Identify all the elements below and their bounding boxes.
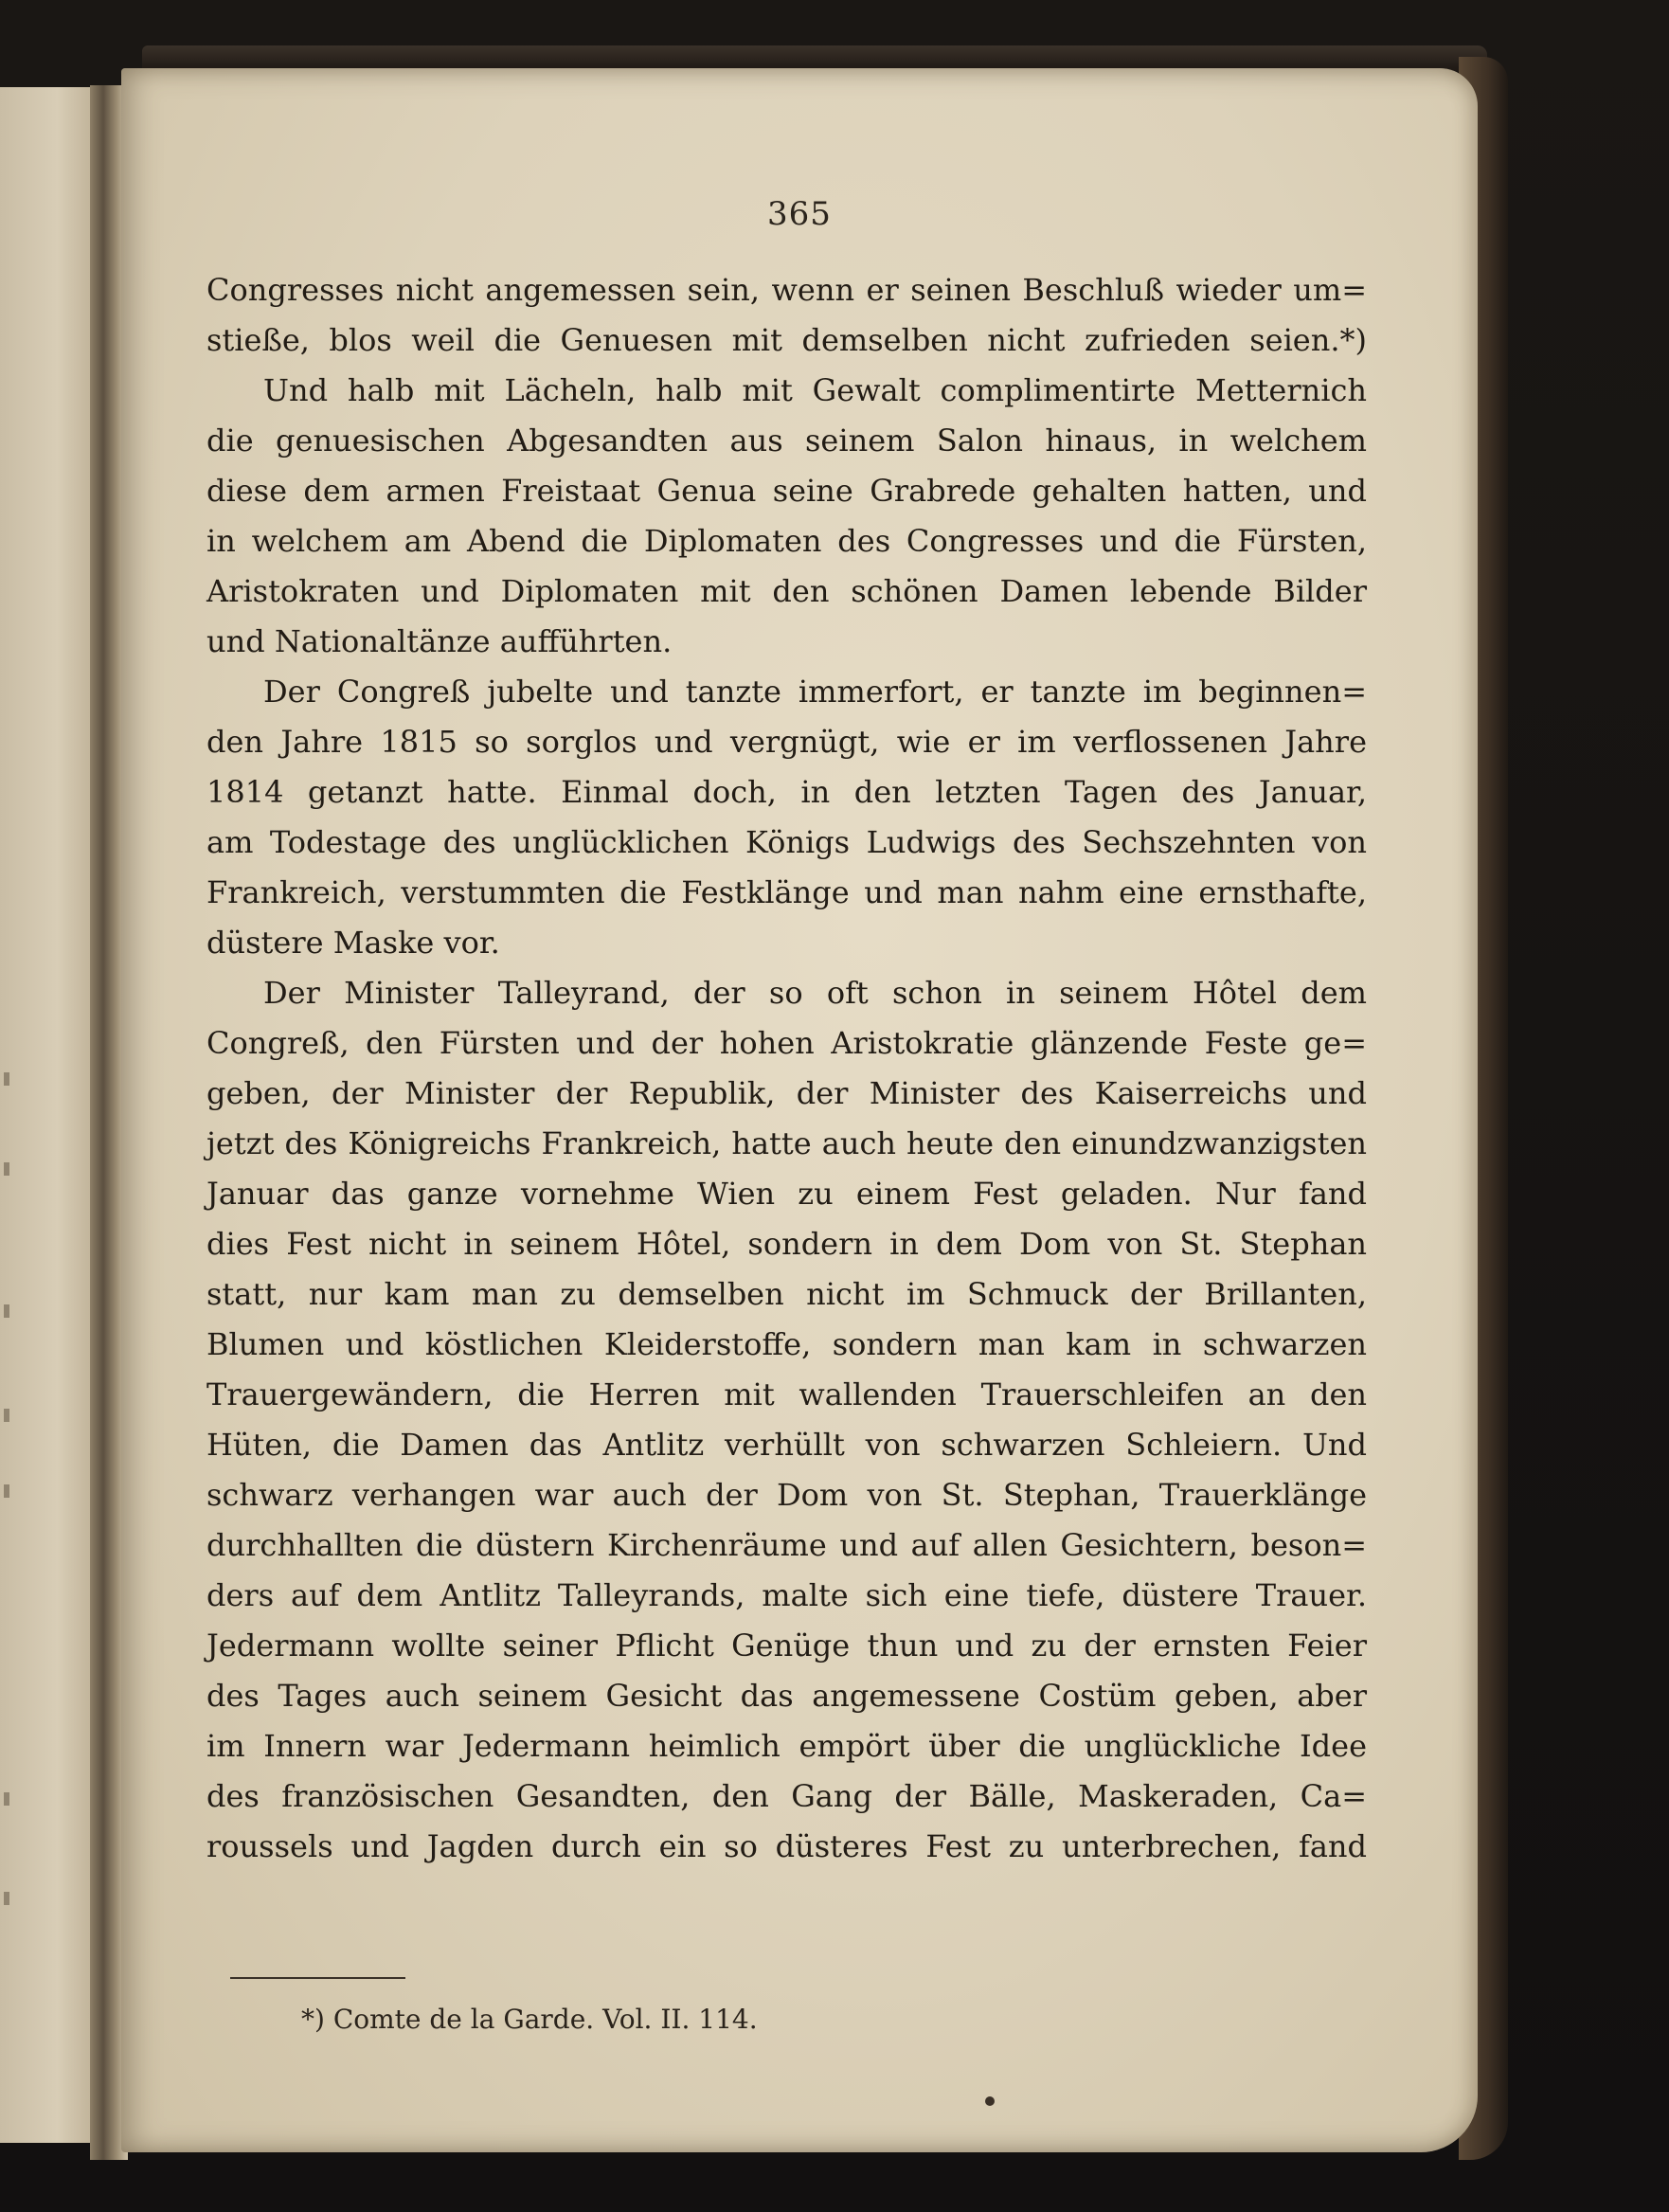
bleed-mark [4,1792,9,1806]
text-line: in welchem am Abend die Diplomaten des Congresses und die Fürsten, [206,523,1367,559]
text-line: und Nationaltänze aufführten. [206,623,673,659]
bleed-mark [4,1162,9,1176]
text-line: stieße, blos weil die Genuesen mit demselben nicht zufrieden seien.*) [206,322,1367,358]
ink-spot [985,2096,995,2106]
text-line: Trauergewändern, die Herren mit wallenden Trauerschleifen an den [206,1376,1367,1412]
text-line: düstere Maske vor. [206,925,500,961]
text-line: geben, der Minister der Republik, der Minister des Kaiserreichs und [206,1075,1367,1111]
page-number: 365 [767,195,832,233]
footnote-divider [230,1977,405,1979]
bleed-mark [4,1304,9,1318]
text-line: Der Congreß jubelte und tanzte immerfort, er tanzte im beginnen= [263,674,1367,710]
text-line: Der Minister Talleyrand, der so oft schon in seinem Hôtel dem [263,975,1367,1011]
text-line: roussels und Jagden durch ein so düsteres Fest zu unterbrechen, fand [206,1828,1367,1864]
text-line: diese dem armen Freistaat Genua seine Grabrede gehalten hatten, und [206,473,1367,509]
text-line: Blumen und köstlichen Kleiderstoffe, sondern man kam in schwarzen [206,1326,1367,1362]
text-line: Congresses nicht angemessen sein, wenn er seinen Beschluß wieder um= [206,272,1367,308]
text-line: des französischen Gesandten, den Gang der Bälle, Maskeraden, Ca= [206,1778,1367,1814]
text-line: den Jahre 1815 so sorglos und vergnügt, wie er im verflossenen Jahre [206,724,1367,760]
text-line: die genuesischen Abgesandten aus seinem Salon hinaus, in welchem [206,423,1367,459]
bleed-mark [4,1484,9,1498]
text-line: Frankreich, verstummten die Festklänge und man nahm eine ernsthafte, [206,874,1367,910]
text-line: am Todestage des unglücklichen Königs Ludwigs des Sechszehnten von [206,824,1367,860]
text-line: Januar das ganze vornehme Wien zu einem Fest geladen. Nur fand [206,1176,1367,1212]
text-line: statt, nur kam man zu demselben nicht im Schmuck der Brillanten, [206,1276,1367,1312]
bleed-mark [4,1072,9,1086]
footnote: *) Comte de la Garde. Vol. II. 114. [301,2004,758,2035]
text-line: Und halb mit Lächeln, halb mit Gewalt complimentirte Metternich [263,372,1367,408]
text-line: Congreß, den Fürsten und der hohen Aristokratie glänzende Feste ge= [206,1025,1367,1061]
text-line: Jedermann wollte seiner Pflicht Genüge thun und zu der ernsten Feier [206,1628,1367,1663]
book-page [121,68,1478,2152]
text-line: des Tages auch seinem Gesicht das angemessene Costüm geben, aber [206,1678,1367,1714]
text-line: im Innern war Jedermann heimlich empört über die unglückliche Idee [206,1728,1367,1764]
text-line: dies Fest nicht in seinem Hôtel, sondern in dem Dom von St. Stephan [206,1226,1367,1262]
text-line: schwarz verhangen war auch der Dom von St. Stephan, Trauerklänge [206,1477,1367,1513]
text-line: ders auf dem Antlitz Talleyrands, malte sich eine tiefe, düstere Trauer. [206,1577,1367,1613]
text-line: 1814 getanzt hatte. Einmal doch, in den letzten Tagen des Januar, [206,774,1367,810]
bleed-mark [4,1409,9,1422]
text-line: durchhallten die düstern Kirchenräume und auf allen Gesichtern, beson= [206,1527,1367,1563]
text-line: Hüten, die Damen das Antlitz verhüllt von schwarzen Schleiern. Und [206,1427,1367,1463]
facing-page [0,87,104,2143]
text-line: jetzt des Königreichs Frankreich, hatte auch heute den einundzwanzigsten [206,1125,1367,1161]
text-line: Aristokraten und Diplomaten mit den schönen Damen lebende Bilder [206,573,1367,609]
bleed-mark [4,1892,9,1905]
